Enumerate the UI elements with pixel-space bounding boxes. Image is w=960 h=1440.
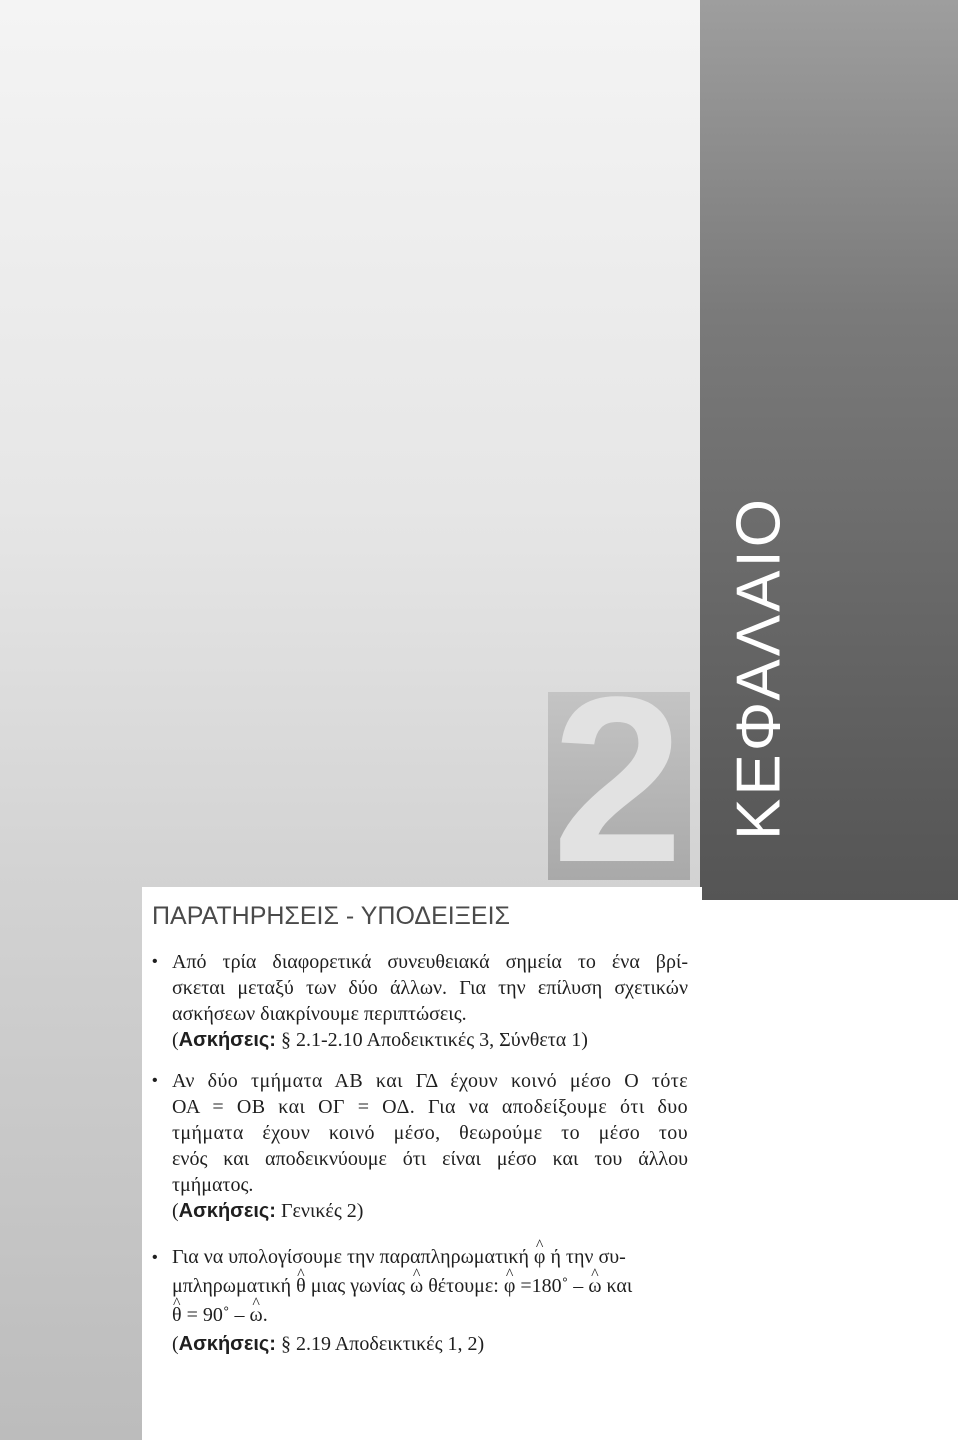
note-1-line-2: σκεται μεταξύ των δύο άλλων. Για την επίλυση σχετικών — [172, 977, 688, 999]
angle-theta: ^ θ — [296, 1272, 306, 1301]
note-3-line-1: Για να υπολογίσουμε την παραπληρωματική ^ φ ή την συ- — [152, 1243, 688, 1272]
reference-label: Ασκήσεις: — [178, 1333, 276, 1355]
note-2-line-3: τμήματα έχουν κοινό μέσο, θεωρούμε το μέσο του — [172, 1122, 688, 1144]
reference-label: Ασκήσεις: — [178, 1200, 276, 1222]
chapter-label: ΚΕΦΑΛΑΙΟ — [724, 496, 794, 840]
angle-phi: ^ φ — [504, 1272, 516, 1301]
bullet-icon: • — [152, 1249, 158, 1266]
note-1-line-1: Από τρία διαφορετικά συνευθειακά σημεία το ένα βρί- — [172, 951, 688, 973]
angle-omega: ^ ω — [250, 1301, 263, 1330]
chapter-number-block — [548, 692, 690, 880]
angle-theta: ^ θ — [172, 1301, 182, 1330]
section-title: ΠΑΡΑΤΗΡΗΣΕΙΣ - ΥΠΟΔΕΙΞΕΙΣ — [152, 902, 511, 930]
note-1-line-3: ασκήσεων διακρίνουμε περιπτώσεις. — [172, 1003, 467, 1025]
angle-phi: ^ φ — [534, 1243, 546, 1272]
chapter-label-vertical — [724, 478, 794, 858]
bullet-icon: • — [152, 953, 158, 970]
note-item-2 — [152, 1068, 688, 1224]
note-2-line-5: τμήματος. — [172, 1174, 254, 1196]
note-2-line-2: ΟΑ = ΟΒ και ΟΓ = ΟΔ. Για να αποδείξουμε ότι δυο — [172, 1096, 688, 1118]
note-3-reference: (Ασκήσεις: § 2.19 Αποδεικτικές 1, 2) — [172, 1333, 485, 1355]
reference-label: Ασκήσεις: — [178, 1029, 276, 1051]
note-1-reference: (Ασκήσεις: § 2.1-2.10 Αποδεικτικές 3, Σύνθετα 1) — [172, 1029, 588, 1051]
angle-omega: ^ ω — [410, 1272, 423, 1301]
angle-omega: ^ ω — [588, 1272, 601, 1301]
note-item-3 — [152, 1243, 688, 1359]
note-3-line-2: μπληρωματική ^ θ μιας γωνίας ^ ω θέτουμε: ^ φ =180˚ – ^ ω και — [152, 1272, 688, 1301]
note-item-1 — [152, 949, 688, 1053]
chapter-number: 2 — [552, 692, 684, 880]
note-3-line-3: ^ θ = 90˚ – ^ ω. — [152, 1301, 688, 1330]
note-2-reference: (Ασκήσεις: Γενικές 2) — [172, 1200, 364, 1222]
note-2-line-4: ενός και αποδεικνύουμε ότι είναι μέσο και του άλλου — [172, 1148, 688, 1170]
bullet-icon: • — [152, 1072, 158, 1089]
note-2-line-1: Αν δύο τμήματα ΑΒ και ΓΔ έχουν κοινό μέσο Ο τότε — [172, 1070, 688, 1092]
